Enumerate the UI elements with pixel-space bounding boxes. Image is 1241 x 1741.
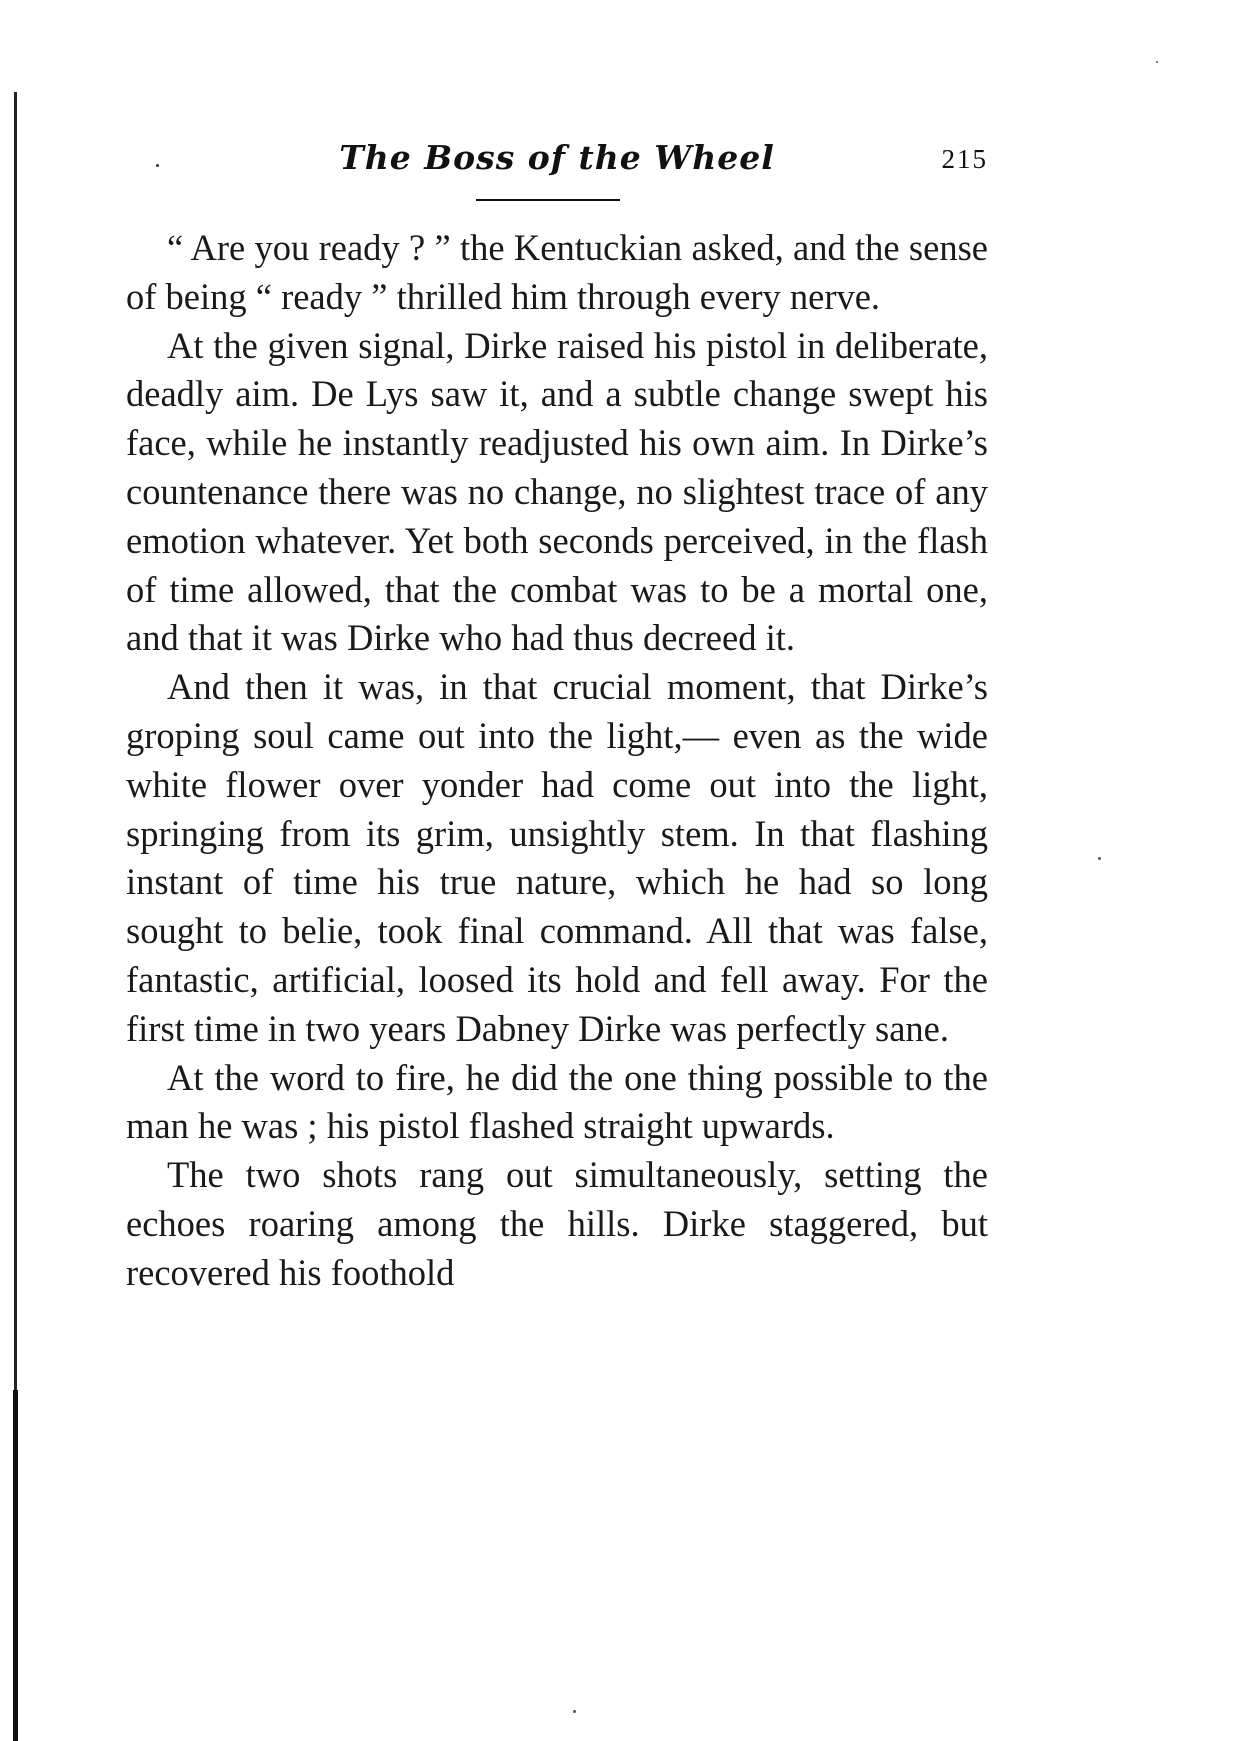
paragraph: The two shots rang out simultaneously, setting the echoes roaring among the hills. Dirke staggered, but recovered his foothold bbox=[126, 1154, 988, 1293]
paragraph: “ Are you ready ? ” the Kentuckian asked, and the sense of being “ ready ” thrilled him through every nerve. bbox=[126, 227, 988, 317]
running-title: The Boss of the Wheel bbox=[339, 138, 775, 177]
body-text bbox=[126, 224, 988, 1298]
paragraph: And then it was, in that crucial moment, that Dirke’s groping soul came out into the light,— even as the wide white flower over yonder had come out into the light, springing from its grim, unsightly stem. In that flashing instant of time his true nature, which he had so long sought to belie, took final command. All that was false, fantastic, artificial, loosed its hold and fell away. For the first time in two years Dabney Dirke was perfectly sane. bbox=[126, 666, 988, 1049]
paper-speck bbox=[573, 1710, 576, 1713]
page-header bbox=[126, 138, 988, 188]
binding-edge-shadow bbox=[13, 1390, 18, 1741]
page-number: 215 bbox=[941, 144, 988, 174]
paragraph: At the given signal, Dirke raised his pistol in deliberate, deadly aim. De Lys saw it, and a subtle change swept his face, while he instantly readjusted his own aim. In Dirke’s countenance there was no change, no slightest trace of any emotion whatever. Yet both seconds perceived, in the flash of time allowed, that the combat was to be a mortal one, and that it was Dirke who had thus decreed it. bbox=[126, 324, 988, 659]
header-rule bbox=[476, 199, 620, 201]
paper-speck bbox=[1156, 61, 1158, 63]
paper-speck bbox=[1098, 857, 1101, 860]
paragraph: At the word to fire, he did the one thing possible to the man he was ; his pistol flashed straight upwards. bbox=[126, 1056, 988, 1147]
